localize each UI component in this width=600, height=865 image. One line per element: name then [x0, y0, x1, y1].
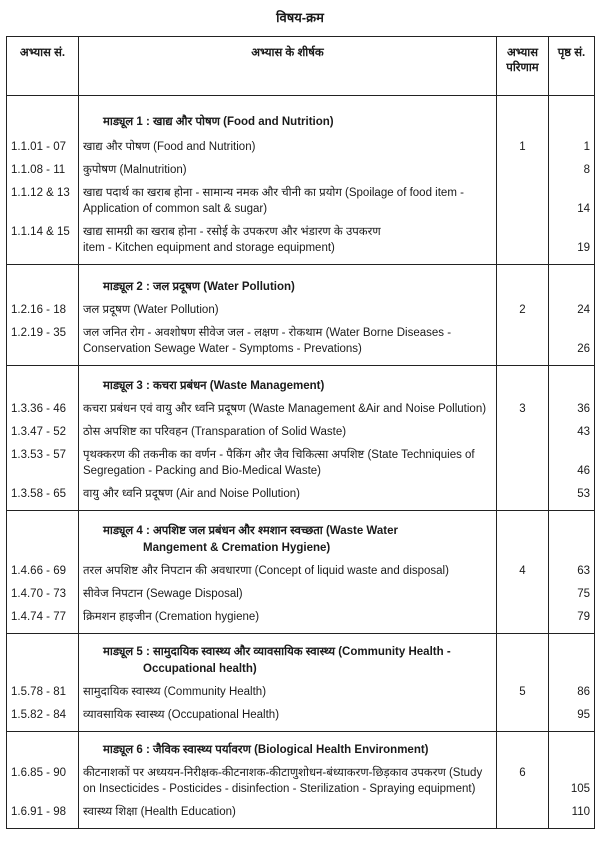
module-outcome: 3: [497, 401, 549, 424]
module-title: माड्यूल 4 : अपशिष्ट जल प्रबंधन और श्मशान स्वच्छता (Waste Water: [103, 525, 398, 537]
outcome-empty: [497, 486, 549, 511]
table-row: [7, 185, 595, 224]
page-number: 105: [549, 765, 595, 804]
module-outcome: 1: [497, 139, 549, 162]
exercise-title: [79, 563, 497, 586]
page-number: 95: [549, 707, 595, 732]
module-title: माड्यूल 6 : जैविक स्वास्थ्य पर्यावरण (Biological Health Environment): [103, 744, 429, 756]
exercise-title-line: Segregation - Packing and Bio-Medical Waste): [83, 465, 321, 477]
table-row: [7, 563, 595, 586]
module-title: माड्यूल 1 : खाद्य और पोषण (Food and Nutrition): [103, 116, 334, 128]
table-row: [7, 401, 595, 424]
table-row: [7, 609, 595, 634]
page-number: 79: [549, 609, 595, 634]
page-number: 26: [549, 325, 595, 366]
header-page-no: पृष्ठ सं.: [549, 37, 595, 96]
header-outcome: [497, 37, 549, 96]
exercise-title-line: ठोस अपशिष्ट का परिवहन (Transparation of Solid Waste): [83, 426, 347, 438]
module-outcome: 5: [497, 684, 549, 707]
exercise-number: 1.1.01 - 07: [7, 139, 79, 162]
exercise-number: 1.2.19 - 35: [7, 325, 79, 366]
exercise-number: 1.5.82 - 84: [7, 707, 79, 732]
exercise-title: [79, 224, 497, 265]
page-number: 19: [549, 224, 595, 265]
header-exercise-no: अभ्यास सं.: [7, 37, 79, 96]
outcome-empty: [497, 707, 549, 732]
exercise-title-line: कचरा प्रबंधन एवं वायु और ध्वनि प्रदूषण (Waste Management &Air and Noise Pollution): [83, 403, 487, 415]
exercise-number: 1.4.74 - 77: [7, 609, 79, 634]
exercise-number: 1.6.91 - 98: [7, 804, 79, 829]
exercise-title: [79, 707, 497, 732]
exercise-title: [79, 804, 497, 829]
page-number: 1: [549, 139, 595, 162]
table-row: [7, 424, 595, 447]
exercise-title: [79, 424, 497, 447]
page-number: 75: [549, 586, 595, 609]
module-heading-row: [7, 634, 595, 685]
table-row: [7, 684, 595, 707]
outcome-empty: [497, 447, 549, 486]
header-exercise-title: अभ्यास के शीर्षक: [79, 37, 497, 96]
contents-table: [6, 36, 595, 829]
table-row: [7, 139, 595, 162]
exercise-number: 1.5.78 - 81: [7, 684, 79, 707]
page-number: 8: [549, 162, 595, 185]
exercise-title-line: on Insecticides - Posticides - disinfection - Sterilization - Spraying equipment): [83, 783, 476, 795]
exercise-number: 1.3.53 - 57: [7, 447, 79, 486]
exercise-number: 1.1.12 & 13: [7, 185, 79, 224]
exercise-title-line: वायु और ध्वनि प्रदूषण (Air and Noise Pollution): [83, 488, 300, 500]
exercise-title-line: स्वास्थ्य शिक्षा (Health Education): [83, 806, 236, 818]
table-row: [7, 162, 595, 185]
exercise-number: 1.3.36 - 46: [7, 401, 79, 424]
module-title-continued: Occupational health): [143, 663, 257, 675]
table-header-row: [7, 37, 595, 96]
table-row: [7, 447, 595, 486]
table-row: [7, 302, 595, 325]
exercise-number: 1.4.66 - 69: [7, 563, 79, 586]
module-title: माड्यूल 5 : सामुदायिक स्वास्थ्य और व्यावसायिक स्वास्थ्य (Community Health -: [103, 646, 451, 658]
outcome-empty: [497, 586, 549, 609]
outcome-empty: [497, 224, 549, 265]
exercise-title-line: जल प्रदूषण (Water Pollution): [83, 304, 219, 316]
table-row: [7, 325, 595, 366]
outcome-empty: [497, 162, 549, 185]
exercise-title-line: क्रिमशन हाइजीन (Cremation hygiene): [83, 611, 260, 623]
exercise-title-line: खाद्य और पोषण (Food and Nutrition): [83, 141, 256, 153]
page-number: 86: [549, 684, 595, 707]
page-number: 110: [549, 804, 595, 829]
table-row: [7, 804, 595, 829]
page-number: 14: [549, 185, 595, 224]
module-heading-row: [7, 96, 595, 140]
exercise-title-line: सामुदायिक स्वास्थ्य (Community Health): [83, 686, 267, 698]
exercise-title: [79, 684, 497, 707]
outcome-empty: [497, 185, 549, 224]
exercise-title-line: कीटनाशकों पर अध्ययन-निरीक्षक-कीटनाशक-कीटाणुशोधन-बंध्याकरण-छिड़काव उपकरण (Study: [83, 767, 483, 779]
exercise-title-line: खाद्य सामग्री का खराब होना - रसोई के उपकरण और भंडारण के उपकरण: [83, 226, 381, 238]
module-outcome: 6: [497, 765, 549, 804]
header-outcome-line1: अभ्यास: [507, 47, 538, 59]
module-title: माड्यूल 2 : जल प्रदूषण (Water Pollution): [103, 281, 295, 293]
exercise-number: 1.1.08 - 11: [7, 162, 79, 185]
exercise-number: 1.3.47 - 52: [7, 424, 79, 447]
table-row: [7, 224, 595, 265]
exercise-title-line: item - Kitchen equipment and storage equipment): [83, 242, 335, 254]
exercise-title-line: कुपोषण (Malnutrition): [83, 164, 187, 176]
contents-body: [7, 96, 595, 829]
exercise-title-line: सीवेज निपटान (Sewage Disposal): [83, 588, 243, 600]
exercise-title: [79, 302, 497, 325]
module-title: माड्यूल 3 : कचरा प्रबंधन (Waste Management): [103, 380, 325, 392]
exercise-title-line: पृथक्करण की तकनीक का वर्णन - पैकिंग और जैव चिकित्सा अपशिष्ट (State Techniquies of: [83, 449, 475, 461]
exercise-title-line: तरल अपशिष्ट और निपटान की अवधारणा (Concept of liquid waste and disposal): [83, 565, 449, 577]
page-number: 63: [549, 563, 595, 586]
exercise-title: [79, 765, 497, 804]
outcome-empty: [497, 609, 549, 634]
exercise-title-line: Application of common salt & sugar): [83, 203, 268, 215]
exercise-title: [79, 162, 497, 185]
table-row: [7, 486, 595, 511]
page-number: 24: [549, 302, 595, 325]
exercise-number: 1.4.70 - 73: [7, 586, 79, 609]
exercise-number: 1.6.85 - 90: [7, 765, 79, 804]
exercise-title-line: खाद्य पदार्थ का खराब होना - सामान्य नमक और चीनी का प्रयोग (Spoilage of food item -: [83, 187, 464, 199]
outcome-empty: [497, 424, 549, 447]
page-title: विषय-क्रम: [276, 10, 324, 25]
page-number: 43: [549, 424, 595, 447]
exercise-title: [79, 185, 497, 224]
exercise-title: [79, 325, 497, 366]
exercise-title: [79, 139, 497, 162]
exercise-title-line: Conservation Sewage Water - Symptoms - Prevations): [83, 343, 362, 355]
module-outcome: 4: [497, 563, 549, 586]
table-row: [7, 707, 595, 732]
exercise-title: [79, 486, 497, 511]
exercise-number: 1.3.58 - 65: [7, 486, 79, 511]
module-heading-row: [7, 265, 595, 303]
table-row: [7, 765, 595, 804]
module-title-continued: Mangement & Cremation Hygiene): [143, 542, 331, 554]
module-heading-row: [7, 511, 595, 564]
module-heading-row: [7, 366, 595, 402]
page-number: 46: [549, 447, 595, 486]
exercise-title: [79, 447, 497, 486]
header-outcome-line2: परिणाम: [506, 62, 539, 74]
exercise-title-line: व्यावसायिक स्वास्थ्य (Occupational Health): [83, 709, 280, 721]
exercise-title: [79, 609, 497, 634]
table-row: [7, 586, 595, 609]
exercise-title: [79, 401, 497, 424]
exercise-title-line: जल जनित रोग - अवशोषण सीवेज जल - लक्षण - रोकथाम (Water Borne Diseases -: [83, 327, 452, 339]
outcome-empty: [497, 804, 549, 829]
module-outcome: 2: [497, 302, 549, 325]
exercise-number: 1.1.14 & 15: [7, 224, 79, 265]
page-number: 53: [549, 486, 595, 511]
outcome-empty: [497, 325, 549, 366]
page-number: 36: [549, 401, 595, 424]
exercise-number: 1.2.16 - 18: [7, 302, 79, 325]
exercise-title: [79, 586, 497, 609]
module-heading-row: [7, 732, 595, 766]
